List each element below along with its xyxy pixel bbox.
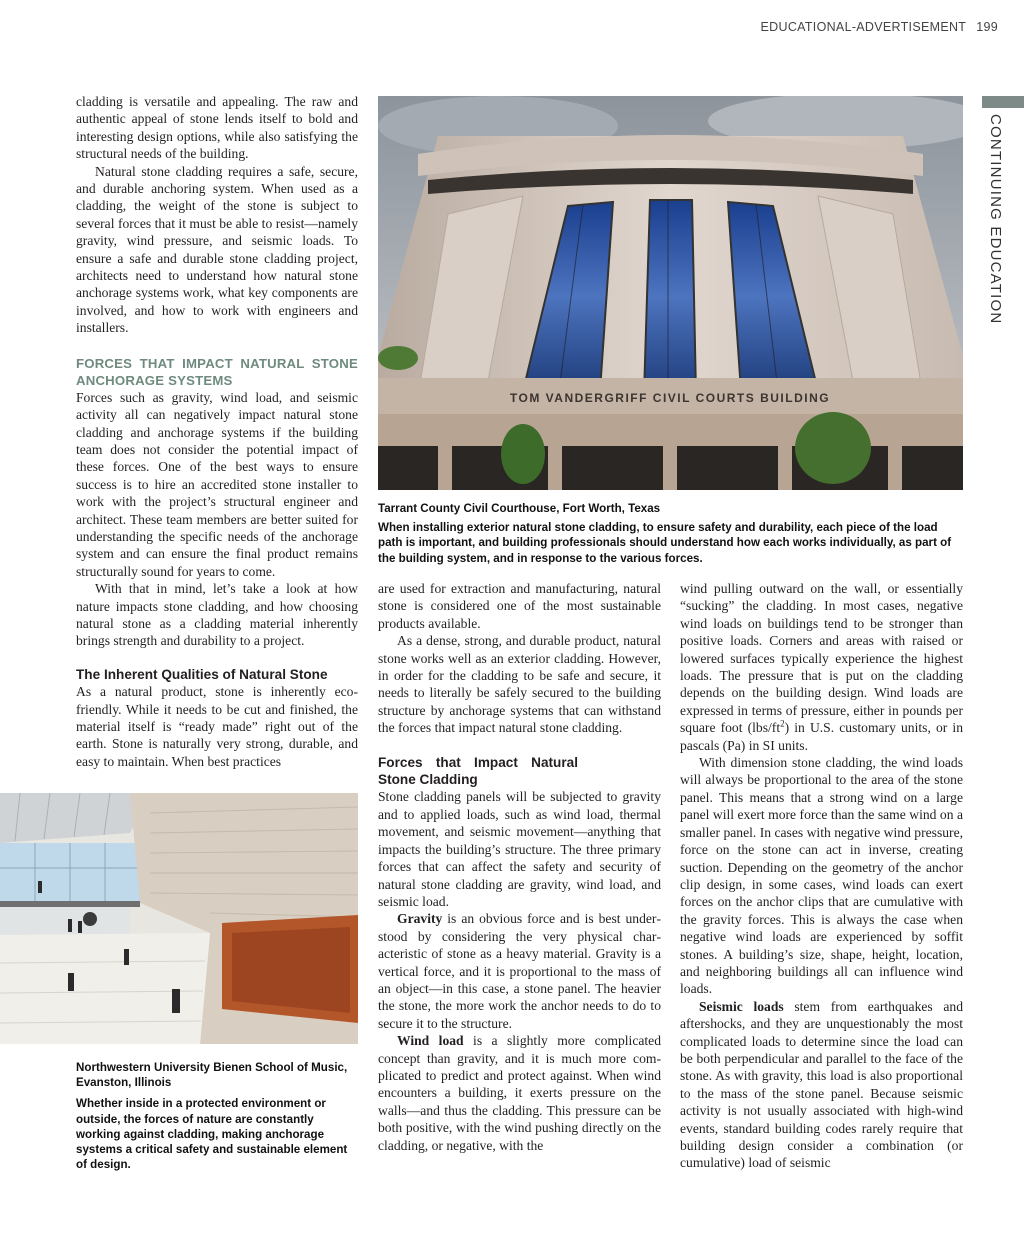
body-paragraph	[378, 1032, 661, 1154]
paragraph-text: wind pulling outward on the wall, or essentially “sucking” the cladding. In most cases, negative wind loads on buildings tend to be stronger than positive loads. Corners and areas with raised or lowered surfaces typically experience the highest loads. The pressure that is put on the cladding depends on the building design. Wind loads are expressed in terms of pressure, either in pounds per square foot (lbs/ft	[680, 581, 963, 736]
paragraph-text: is a slightly more complicated concept than gravity, and it is much more complicated to predict and protect against. When wind encounters a building, it exerts pressure on the walls—and thus the cladding. This pressure can be both positive, with the wind pushing directly on the cladding, or negative, with the	[378, 1033, 661, 1153]
body-paragraph: As a dense, strong, and durable product, natural stone works well as an exterior cladding. However, in order for the cladding to be safe and secure, it needs to literally be safely secured to the building structure by anchorage systems that can withstand the forces that impact natural stone cladding.	[378, 633, 661, 736]
caption-title: Northwestern University Bienen School of Music, Evanston, Illinois	[76, 1061, 348, 1090]
section-heading: FORCES THAT IMPACT NATURAL STONE ANCHORAGE SYSTEMS	[76, 355, 358, 388]
body-paragraph	[378, 910, 661, 1032]
column-3	[680, 580, 963, 1172]
body-paragraph	[680, 998, 963, 1172]
section-label: EDUCATIONAL-ADVERTISEMENT	[760, 20, 967, 34]
caption-body: Whether inside in a protected environment or outside, the forces of nature are constantly working against cladding, making anchorage systems a critical safety and sustainable element of design.	[76, 1097, 348, 1172]
term-seismic-loads: Seismic loads	[699, 998, 784, 1014]
subheading: Forces that Impact Natural Stone Cladding	[378, 754, 578, 788]
paragraph-text: stem from earthquakes and aftershocks, and they are unquestionably the most complicated loads to determine since the load can be both perpendicular and parallel to the face of the stone. As with gravity, this load is also proportional to the mass of the stone panel. Because seismic activity is not usually associated with high-wind events, standard building codes rarely require that building design consider a combination (or cumulative) load of seismic	[680, 998, 963, 1171]
side-tab-bar	[982, 96, 1024, 108]
bienen-school-photo	[0, 793, 358, 1044]
term-wind-load: Wind load	[397, 1033, 464, 1049]
paragraph-text: is an obvious force and is best understood by considering the very physical characteristic of stone as a heavy material. Gravity is a vertical force, and it is proportional to the mass of an object—in this case, a stone panel. The heavier the stone, the more work the anchor needs to do to secure it to the structure.	[378, 911, 661, 1031]
body-paragraph: are used for extraction and manufacturing, natural stone is considered one of the most sustainable products available.	[378, 581, 661, 631]
body-paragraph: Stone cladding panels will be subjected to gravity and to applied loads, such as wind load, thermal movement, and seismic movement—anything that impacts the building’s structure. The three primary forces that can affect the safety and security of natural stone cladding are gravity, wind load, and seismic load.	[378, 789, 661, 909]
bienen-interior-illustration	[0, 793, 358, 1044]
column-2	[378, 580, 661, 1154]
superscript: 2	[780, 718, 785, 729]
courthouse-caption	[378, 501, 963, 566]
term-gravity: Gravity	[397, 911, 443, 927]
bienen-caption	[76, 1060, 358, 1172]
side-tab-label: CONTINUING EDUCATION	[987, 114, 1004, 325]
column-1	[76, 93, 358, 770]
running-head	[751, 20, 998, 34]
body-paragraph: Natural stone cladding requires a safe, secure, and durable anchoring system. When used as a cladding, the weight of the stone is subject to several forces that it must be able to resist—namely gravity, wind pressure, and seismic loads. To ensure a safe and durable stone cladding project, architects need to understand how natural stone anchorage systems work, what key components are involved, and how to work with engineers and installers.	[76, 163, 358, 336]
paragraph-text: ) in U.S. customary units, or in pascals (Pa) in SI units.	[680, 720, 963, 753]
body-paragraph: With that in mind, let’s take a look at how nature impacts stone cladding, and how choosing natural stone as a cladding material inherently brings strength and durability to a project.	[76, 581, 358, 649]
caption-body: When installing exterior natural stone cladding, to ensure safety and durability, each piece of the load path is important, and building professionals should understand how each works individually, as part of the building system, and in response to the various forces.	[378, 521, 952, 565]
building-sign: TOM VANDERGRIFF CIVIL COURTS BUILDING	[509, 391, 831, 405]
body-paragraph: As a natural product, stone is inherently eco-friendly. While it needs to be cut and finished, the material itself is “ready made” right out of the earth. Stone is naturally very strong, durable, and easy to maintain. When best practices	[76, 684, 358, 769]
courthouse-illustration	[378, 96, 963, 490]
body-paragraph: cladding is versatile and appealing. The raw and authentic appeal of stone lends itself to bold and interesting design options, while also satisfying the structural needs of the building.	[76, 94, 358, 162]
page-number: 199	[976, 20, 998, 34]
body-paragraph	[680, 580, 963, 754]
body-paragraph: With dimension stone cladding, the wind loads will always be proportional to the area of the stone panel. This means that a strong wind on a large panel will exert more force than the same wind on a smaller panel. In cases with negative wind pressure, force on the stone can act in inverse, creating suction. Depending on the geometry of the anchor clip design, in some cases, wind loads can exert forces on the anchor clips that are cumulative with the gravity forces. This is always the case when negative wind loads are experienced by soffit stones. A building’s size, shape, height, location, and neighboring buildings all can influence wind loads.	[680, 755, 963, 997]
courthouse-photo	[378, 96, 963, 490]
caption-title: Tarrant County Civil Courthouse, Fort Worth, Texas	[378, 502, 661, 515]
body-paragraph: Forces such as gravity, wind load, and seismic activity all can negatively impact natural stone cladding and anchorage systems if the building team does not consider the potential impact of these forces. One of the best ways to ensure success is to hire an accredited stone installer to work with the project’s structural engineer and architect. These team members are better suited for understanding the specific needs of the anchorage system and can ensure the final product remains structurally sound for years to come.	[76, 389, 358, 579]
subheading: The Inherent Qualities of Natural Stone	[76, 666, 328, 682]
